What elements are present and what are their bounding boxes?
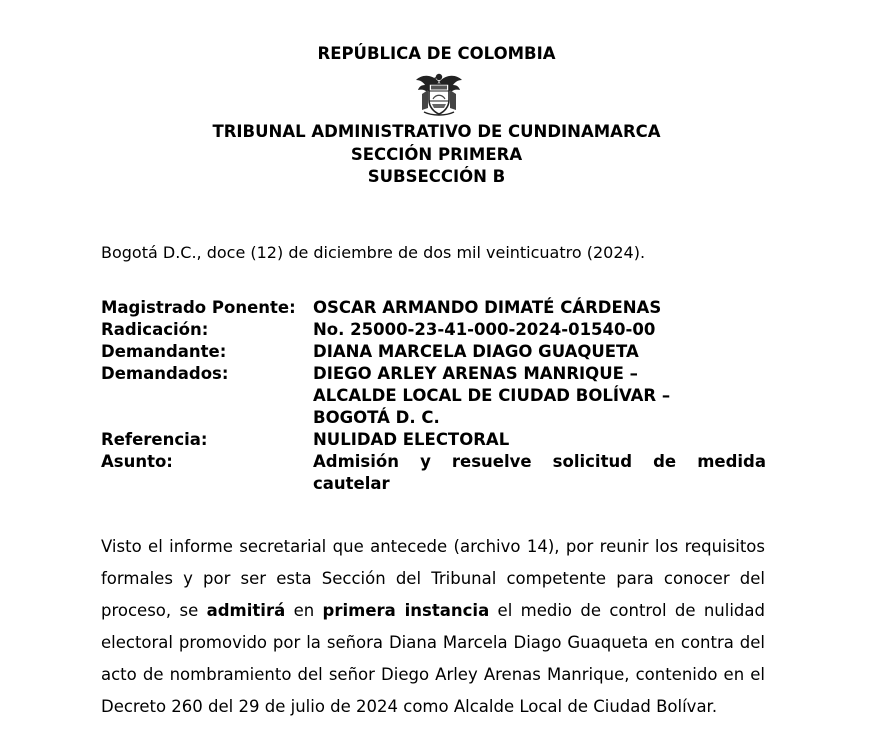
- demandados-line-1: DIEGO ARLEY ARENAS MANRIQUE –: [313, 364, 638, 383]
- body-bold-primera-instancia: primera instancia: [322, 601, 490, 620]
- asunto-value: Admisión y resuelve solicitud de medida cautelar: [313, 452, 766, 493]
- demandados-line-3: BOGOTÁ D. C.: [313, 408, 440, 427]
- magistrado-row: [101, 297, 766, 319]
- demandante-value: DIANA MARCELA DIAGO GUAQUETA: [313, 342, 639, 361]
- demandados-value: [313, 363, 766, 429]
- radicacion-row: [101, 319, 766, 341]
- body-part-3: el medio de control de nulidad electoral promovido por la señora Diana Marcela Diago Guaqueta en contra del acto de nombramiento del señor Diego Arley Arenas Manrique, contenido en el Decreto 260 del 29 de julio de 2024 como Alcalde Local de Ciudad Bolívar.: [101, 601, 765, 716]
- magistrado-value: OSCAR ARMANDO DIMATÉ CÁRDENAS: [313, 298, 662, 317]
- radicacion-value: No. 25000-23-41-000-2024-01540-00: [313, 320, 656, 339]
- magistrado-label: Magistrado Ponente:: [101, 298, 296, 317]
- demandados-line-2: ALCALDE LOCAL DE CIUDAD BOLÍVAR –: [313, 386, 671, 405]
- body-part-2: en: [285, 601, 323, 620]
- demandante-label: Demandante:: [101, 342, 227, 361]
- case-metadata: [101, 297, 766, 495]
- body-bold-admitira: admitirá: [206, 601, 286, 620]
- demandante-row: [101, 341, 766, 363]
- asunto-row: [101, 451, 766, 495]
- republic-heading: REPÚBLICA DE COLOMBIA: [317, 44, 556, 63]
- radicacion-label: Radicación:: [101, 320, 209, 339]
- date-line: Bogotá D.C., doce (12) de diciembre de dos mil veinticuatro (2024).: [101, 243, 646, 262]
- referencia-label: Referencia:: [101, 430, 208, 449]
- section-heading: SECCIÓN PRIMERA: [350, 145, 523, 164]
- tribunal-heading: TRIBUNAL ADMINISTRATIVO DE CUNDINAMARCA: [212, 122, 661, 141]
- referencia-value: NULIDAD ELECTORAL: [313, 430, 510, 449]
- body-paragraph: [101, 531, 765, 723]
- demandados-row: [101, 363, 766, 429]
- asunto-label: Asunto:: [101, 452, 173, 471]
- colombia-coat-of-arms-icon: [414, 68, 464, 118]
- referencia-row: [101, 429, 766, 451]
- subsection-heading: SUBSECCIÓN B: [367, 167, 506, 186]
- demandados-label: Demandados:: [101, 364, 229, 383]
- body-part-1: Visto el informe secretarial que antecede (archivo 14), por reunir los requisitos formales y por ser esta Sección del Tribunal competente para conocer del proceso, se: [101, 537, 765, 620]
